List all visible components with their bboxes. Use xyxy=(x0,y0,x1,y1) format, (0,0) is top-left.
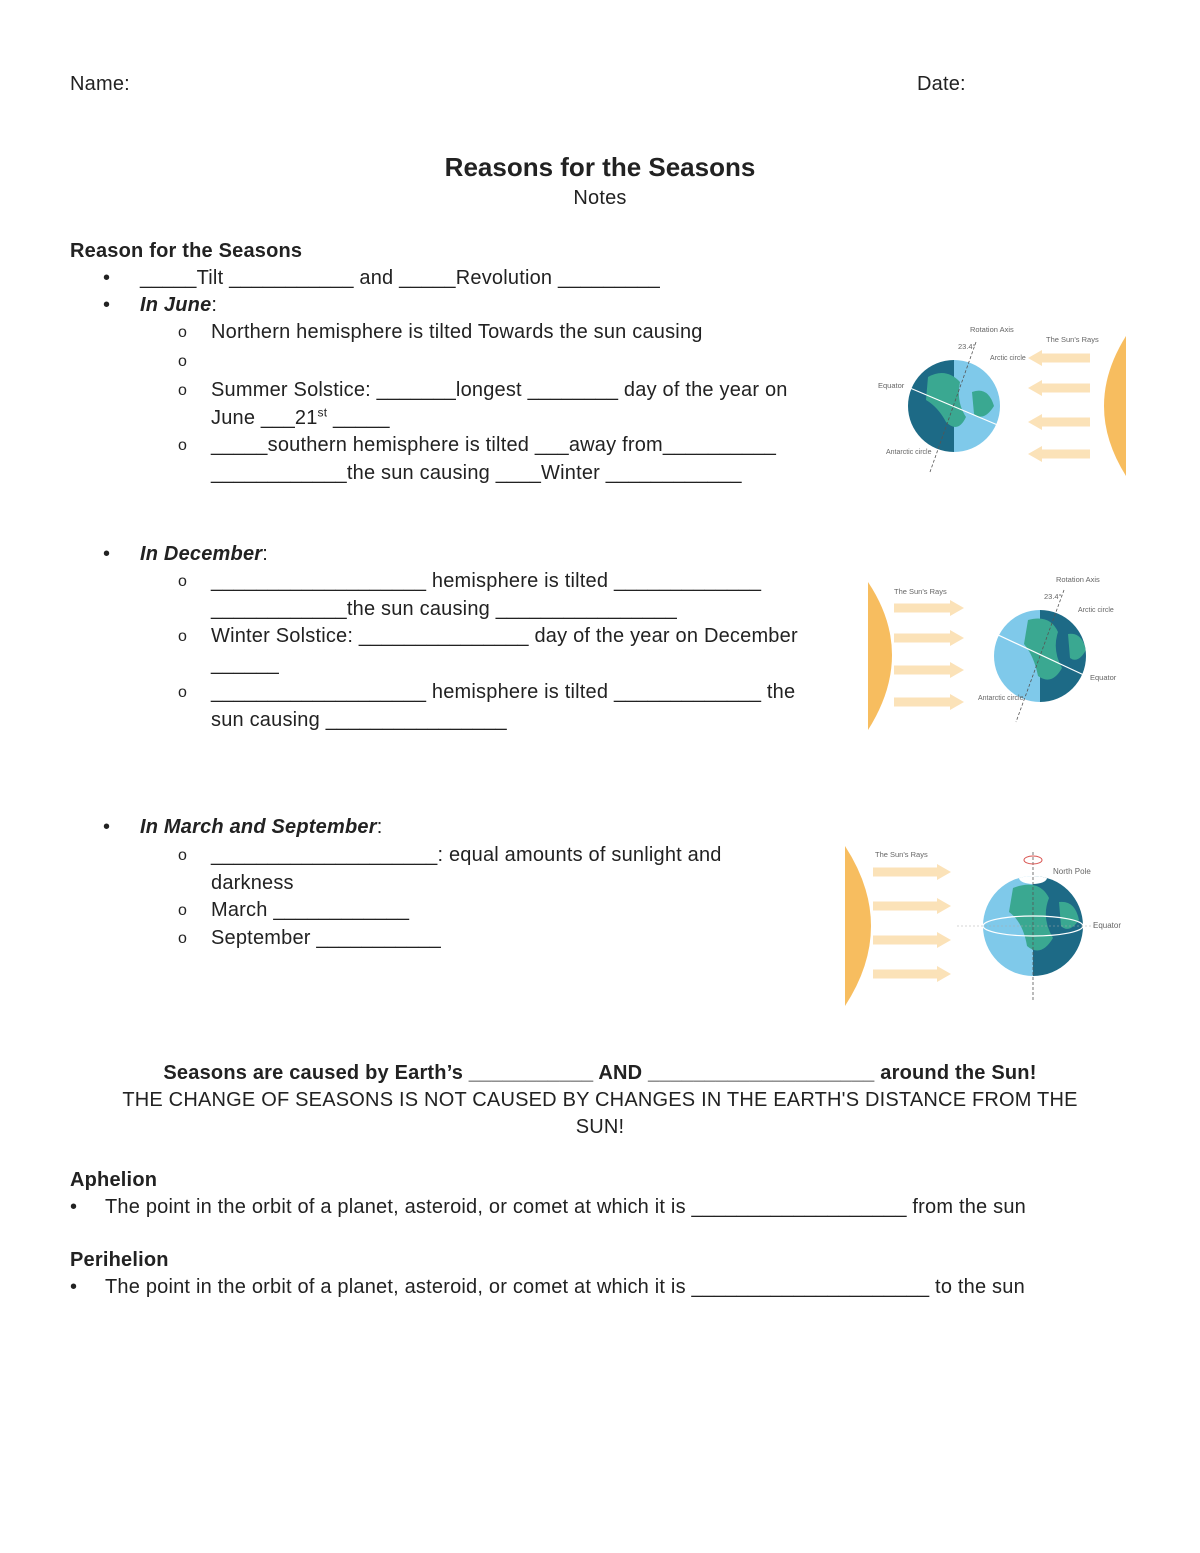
summary-line-3: SUN! xyxy=(575,1116,625,1138)
perihelion-heading: Perihelion xyxy=(70,1249,169,1271)
circle-bullet-icon: o xyxy=(178,353,187,370)
name-label: Name: xyxy=(70,73,130,95)
sun-rays-label: The Sun's Rays xyxy=(875,850,928,859)
arctic-label: Arctic circle xyxy=(990,355,1026,362)
circle-bullet-icon: o xyxy=(178,382,187,399)
equinox-item-1: ____________________: equal amounts of sunlight and xyxy=(211,844,722,866)
sun-rays-label: The Sun's Rays xyxy=(894,587,947,596)
circle-bullet-icon: o xyxy=(178,847,187,864)
angle-label: 23.4° xyxy=(958,342,976,351)
equator-label: Equator xyxy=(1093,921,1122,930)
circle-bullet-icon: o xyxy=(178,628,187,645)
rotation-axis-label: Rotation Axis xyxy=(1056,575,1100,584)
june-item-4-cont: ____________the sun causing ____Winter ____________ xyxy=(211,462,742,484)
december-item-3: ___________________ hemisphere is tilted _____________ the xyxy=(211,681,796,703)
sun-shape xyxy=(1104,336,1126,476)
summary-line-2: THE CHANGE OF SEASONS IS NOT CAUSED BY CHANGES IN THE EARTH'S DISTANCE FROM THE xyxy=(122,1089,1078,1111)
bullet-icon: • xyxy=(103,294,111,316)
june-item-4: _____southern hemisphere is tilted ___away from__________ xyxy=(211,434,777,456)
sun-rays-label: The Sun's Rays xyxy=(1046,335,1099,344)
aphelion-definition: The point in the orbit of a planet, asteroid, or comet at which it is ___________________ from the sun xyxy=(105,1196,1026,1218)
reason-line: _____Tilt ___________ and _____Revolution _________ xyxy=(140,267,660,289)
equinox-item-1-cont: darkness xyxy=(211,872,294,894)
bullet-icon: • xyxy=(70,1196,78,1218)
page-title: Reasons for the Seasons xyxy=(444,152,756,182)
bullet-icon: • xyxy=(70,1276,78,1298)
circle-bullet-icon: o xyxy=(178,902,187,919)
circle-bullet-icon: o xyxy=(178,930,187,947)
june-heading: In June: xyxy=(140,294,218,316)
summary-line-1: Seasons are caused by Earth’s ___________ AND ____________________ around the Sun! xyxy=(163,1062,1037,1084)
equinox-item-3: September ___________ xyxy=(211,927,441,949)
bullet-icon: • xyxy=(103,543,111,565)
equinox-item-2: March ____________ xyxy=(211,899,410,921)
page-subtitle: Notes xyxy=(573,187,627,209)
december-item-1: ___________________ hemisphere is tilted _____________ xyxy=(211,570,762,592)
december-heading: In December: xyxy=(140,543,269,565)
june-item-3: Summer Solstice: _______longest ________ day of the year on xyxy=(211,379,788,401)
circle-bullet-icon: o xyxy=(178,437,187,454)
bullet-icon: • xyxy=(103,816,111,838)
june-item-3-cont: June ___21st _____ xyxy=(211,405,390,429)
antarctic-label: Antarctic circle xyxy=(886,449,932,456)
december-item-2: Winter Solstice: _______________ day of the year on December xyxy=(211,625,798,647)
equinox-earth-diagram xyxy=(845,842,1127,1010)
angle-label: 23.4° xyxy=(1044,592,1062,601)
circle-bullet-icon: o xyxy=(178,324,187,341)
circle-bullet-icon: o xyxy=(178,684,187,701)
equator-label: Equator xyxy=(1090,673,1117,682)
north-pole-label: North Pole xyxy=(1053,867,1091,876)
date-label: Date: xyxy=(917,73,966,95)
sun-shape xyxy=(868,582,892,730)
december-item-2-cont: ______ xyxy=(211,653,279,675)
aphelion-heading: Aphelion xyxy=(70,1169,158,1191)
equinox-heading: In March and September: xyxy=(140,816,383,838)
december-item-3-cont: sun causing ________________ xyxy=(211,709,507,731)
bullet-icon: • xyxy=(103,267,111,289)
perihelion-definition: The point in the orbit of a planet, asteroid, or comet at which it is _____________________ to the sun xyxy=(105,1276,1025,1298)
june-earth-diagram xyxy=(868,322,1126,488)
circle-bullet-icon: o xyxy=(178,573,187,590)
antarctic-label: Antarctic circle xyxy=(978,695,1024,702)
equator-label: Equator xyxy=(878,381,905,390)
section-heading-reason: Reason for the Seasons xyxy=(70,240,303,262)
rotation-axis-label: Rotation Axis xyxy=(970,325,1014,334)
sun-shape xyxy=(845,846,871,1006)
june-item-1: Northern hemisphere is tilted Towards the sun causing xyxy=(211,321,703,343)
december-item-1-cont: ____________the sun causing ________________ xyxy=(211,598,677,620)
arctic-label: Arctic circle xyxy=(1078,607,1114,614)
december-earth-diagram xyxy=(868,572,1126,738)
